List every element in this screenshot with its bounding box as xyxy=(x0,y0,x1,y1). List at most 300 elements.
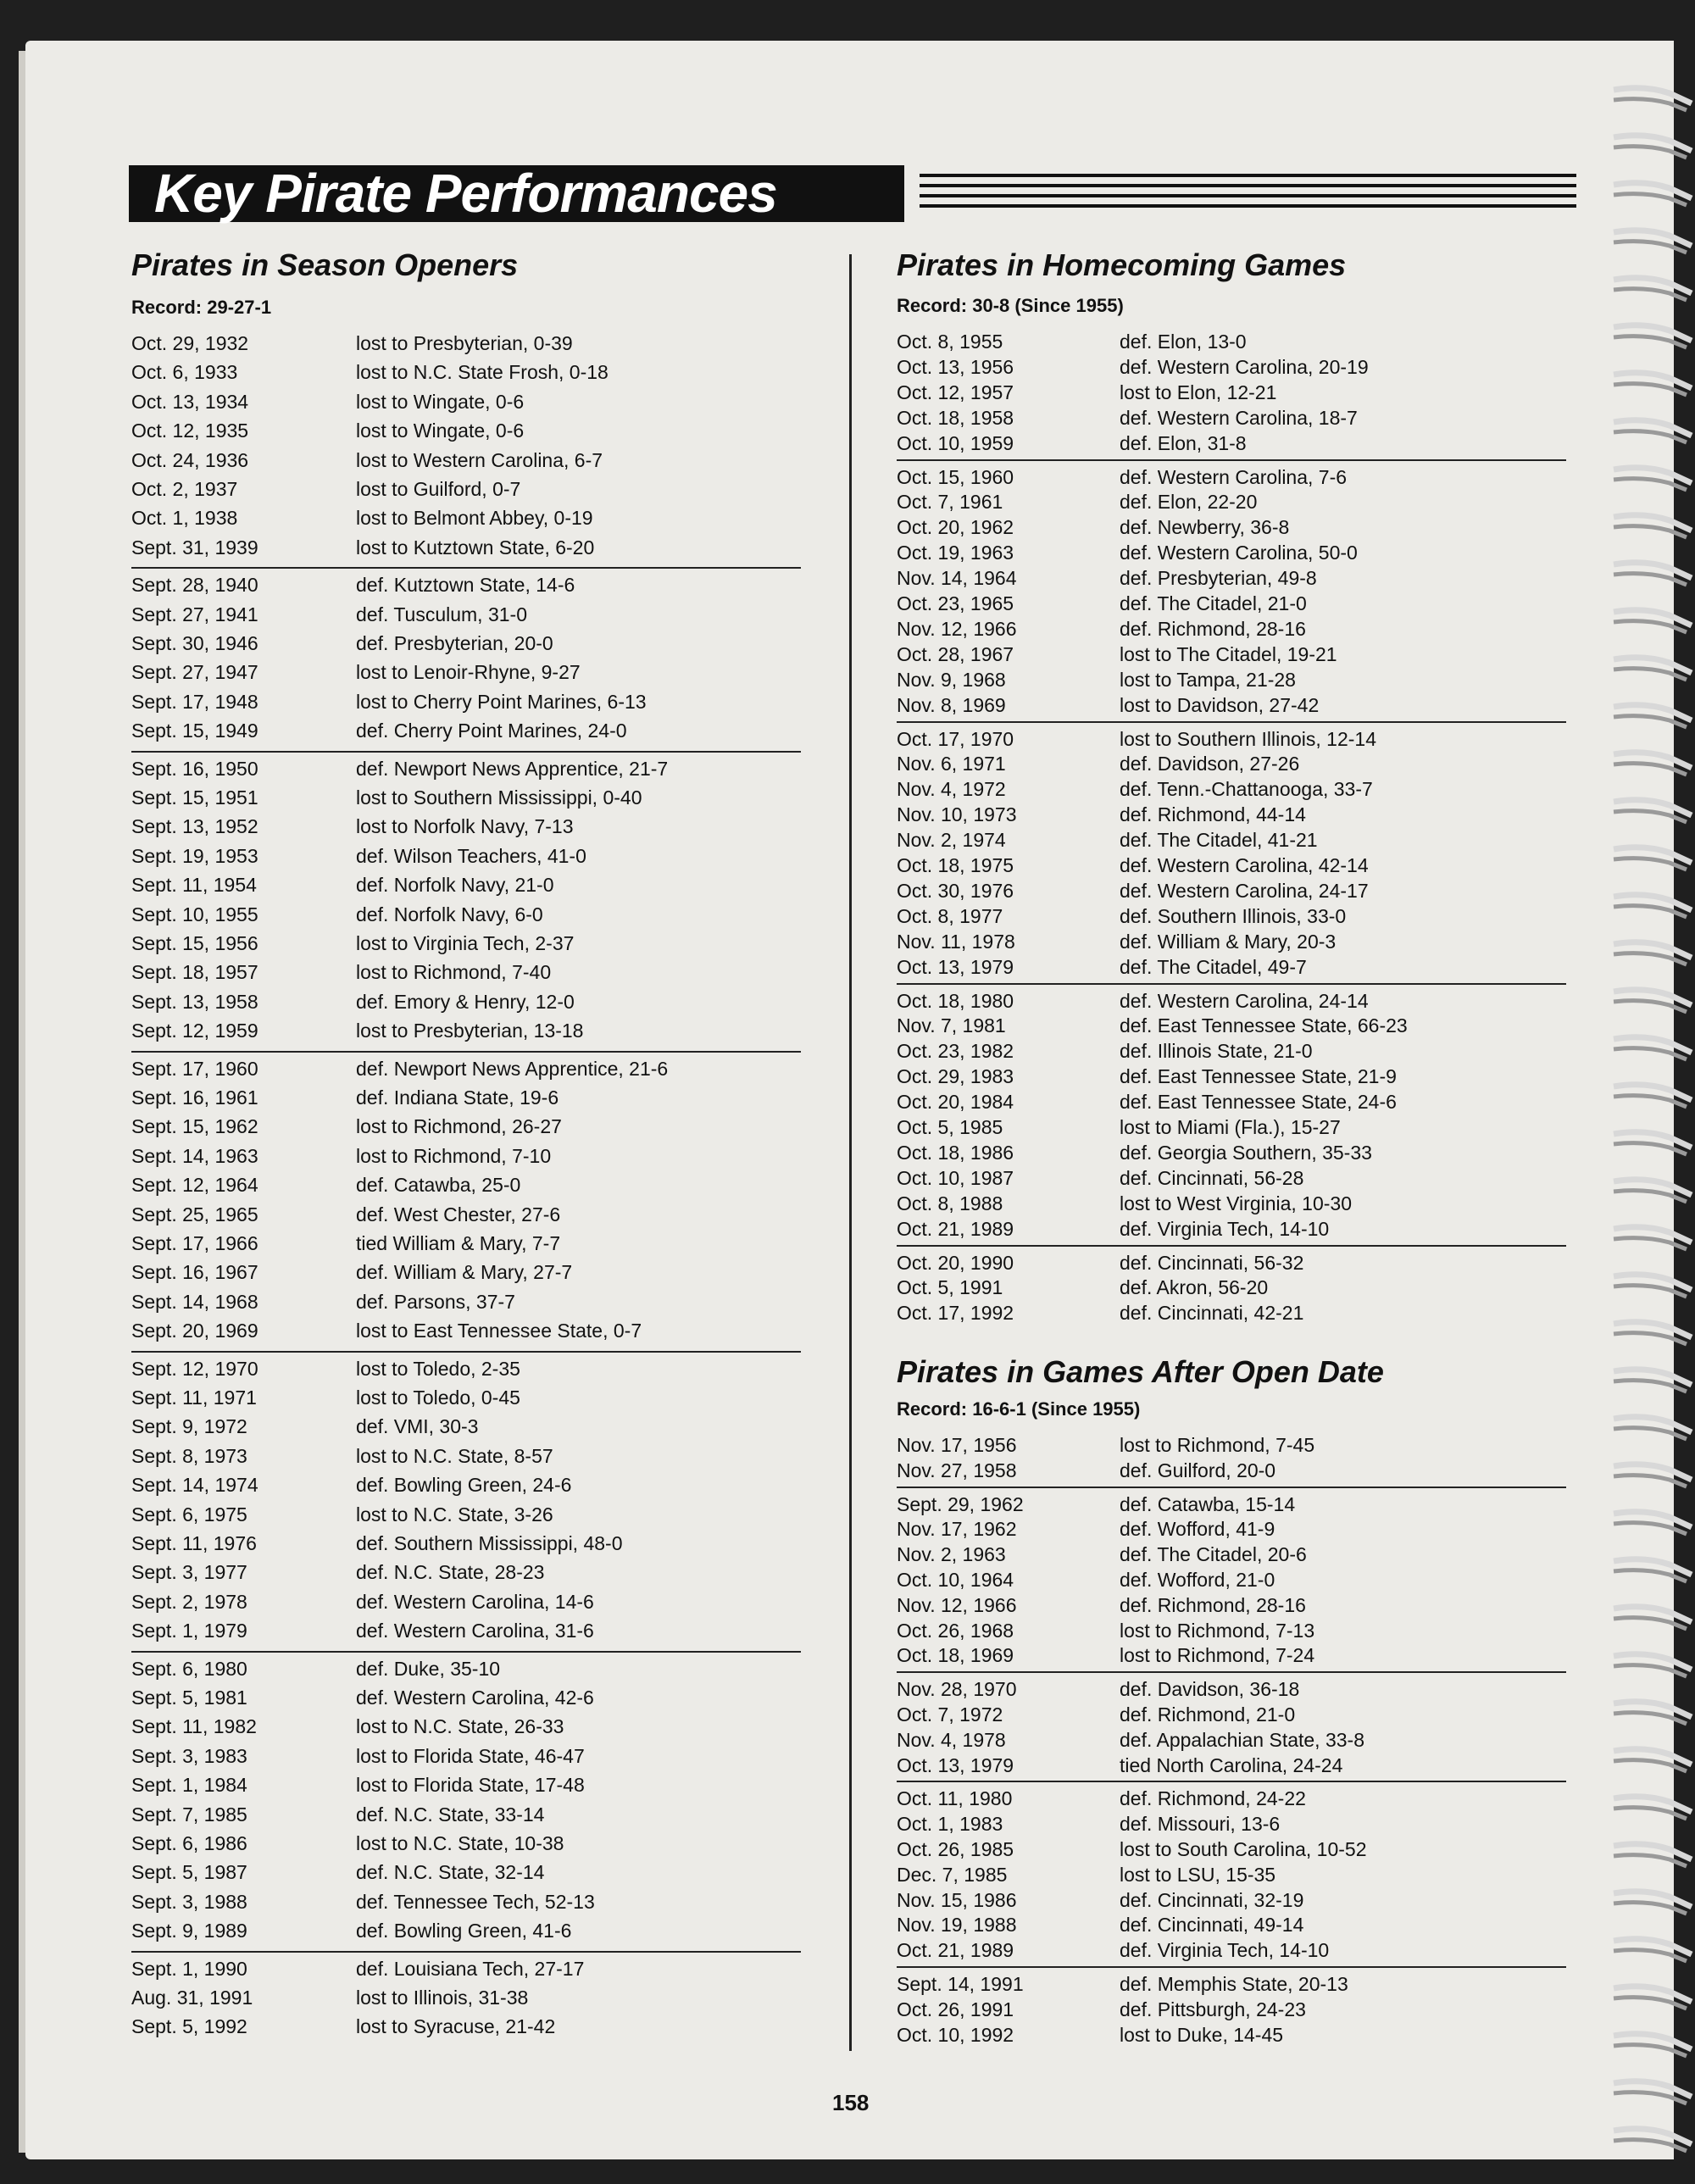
game-date: Sept. 15, 1951 xyxy=(131,786,258,809)
game-date: Sept. 12, 1964 xyxy=(131,1174,258,1197)
game-row xyxy=(897,1594,1566,1620)
game-date: Oct. 8, 1988 xyxy=(897,1192,1003,1214)
spiral-binding xyxy=(1610,51,1695,2144)
game-row xyxy=(897,829,1566,854)
game-date: Sept. 6, 1980 xyxy=(131,1657,247,1680)
game-result: lost to Kutztown State, 6-20 xyxy=(356,536,595,559)
game-result: def. Western Carolina, 42-6 xyxy=(356,1686,594,1709)
game-row xyxy=(897,618,1566,643)
game-date: Sept. 27, 1941 xyxy=(131,603,258,625)
game-date: Oct. 18, 1980 xyxy=(897,989,1014,1012)
homecoming-group xyxy=(897,331,1566,457)
game-result: lost to Belmont Abbey, 0-19 xyxy=(356,507,593,530)
game-row xyxy=(897,381,1566,407)
game-result: def. West Chester, 27-6 xyxy=(356,1203,561,1225)
game-result: lost to Richmond, 7-24 xyxy=(1120,1644,1315,1667)
binding-ring xyxy=(1610,1651,1695,1680)
game-result: def. East Tennessee State, 21-9 xyxy=(1120,1065,1397,1088)
game-row xyxy=(131,903,801,932)
game-date: Nov. 14, 1964 xyxy=(897,567,1017,590)
game-result: def. Elon, 13-0 xyxy=(1120,331,1247,353)
game-row xyxy=(131,1291,801,1320)
game-row xyxy=(897,990,1566,1015)
game-result: def. Presbyterian, 20-0 xyxy=(356,631,553,654)
game-result: def. Illinois State, 21-0 xyxy=(1120,1040,1313,1063)
game-date: Sept. 5, 1981 xyxy=(131,1686,247,1709)
game-row xyxy=(131,1261,801,1290)
game-date: Oct. 12, 1957 xyxy=(897,381,1014,403)
game-row xyxy=(897,643,1566,669)
game-row xyxy=(897,905,1566,931)
game-result: def. Cincinnati, 56-32 xyxy=(1120,1251,1304,1274)
game-date: Sept. 16, 1967 xyxy=(131,1261,258,1284)
game-result: def. Richmond, 28-16 xyxy=(1120,617,1306,640)
game-result: def. Newport News Apprentice, 21-6 xyxy=(356,1057,669,1080)
game-date: Aug. 31, 1991 xyxy=(131,1986,253,2009)
game-result: def. Western Carolina, 42-14 xyxy=(1120,853,1369,876)
game-result: lost to Virginia Tech, 2-37 xyxy=(356,931,575,954)
game-row xyxy=(897,432,1566,458)
binding-ring xyxy=(1610,1176,1695,1205)
game-row xyxy=(131,1058,801,1086)
game-result: def. N.C. State, 32-14 xyxy=(356,1861,545,1884)
game-date: Oct. 20, 1962 xyxy=(897,516,1014,539)
binding-ring xyxy=(1610,464,1695,493)
homecoming-group xyxy=(897,1252,1566,1328)
game-result: lost to Guilford, 0-7 xyxy=(356,477,521,500)
game-date: Nov. 2, 1974 xyxy=(897,829,1006,852)
game-row xyxy=(897,1813,1566,1838)
game-result: def. The Citadel, 41-21 xyxy=(1120,829,1318,852)
decade-rule xyxy=(131,1651,801,1653)
game-date: Nov. 28, 1970 xyxy=(897,1678,1017,1701)
game-row xyxy=(897,466,1566,492)
game-result: def. Western Carolina, 24-14 xyxy=(1120,989,1369,1012)
game-row xyxy=(897,956,1566,981)
binding-ring xyxy=(1610,1034,1695,1063)
binding-ring xyxy=(1610,749,1695,778)
binding-ring xyxy=(1610,1603,1695,1632)
game-result: def. Elon, 22-20 xyxy=(1120,491,1258,514)
game-result: lost to Richmond, 7-45 xyxy=(1120,1434,1315,1456)
game-result: def. Tennessee Tech, 52-13 xyxy=(356,1890,595,1913)
season-openers-group xyxy=(131,1058,801,1349)
game-date: Sept. 11, 1982 xyxy=(131,1715,257,1738)
game-result: lost to N.C. State Frosh, 0-18 xyxy=(356,361,609,384)
binding-ring xyxy=(1610,654,1695,683)
game-date: Sept. 14, 1963 xyxy=(131,1144,258,1167)
game-row xyxy=(897,1754,1566,1780)
game-result: def. Norfolk Navy, 6-0 xyxy=(356,903,543,925)
game-row xyxy=(131,1145,801,1174)
game-date: Nov. 12, 1966 xyxy=(897,617,1017,640)
binding-ring xyxy=(1610,1414,1695,1442)
game-result: lost to Toledo, 0-45 xyxy=(356,1386,520,1409)
game-result: def. Western Carolina, 24-17 xyxy=(1120,879,1369,902)
game-date: Sept. 2, 1978 xyxy=(131,1590,247,1613)
game-date: Sept. 1, 1979 xyxy=(131,1620,247,1642)
game-row xyxy=(131,1320,801,1348)
game-date: Sept. 12, 1959 xyxy=(131,1020,258,1042)
game-row xyxy=(131,1803,801,1832)
game-row xyxy=(897,931,1566,956)
game-row xyxy=(897,407,1566,432)
game-result: def. Akron, 56-20 xyxy=(1120,1276,1269,1299)
game-date: Sept. 5, 1987 xyxy=(131,1861,247,1884)
open-date-title: Pirates in Games After Open Date xyxy=(897,1354,1384,1389)
page-number: 158 xyxy=(832,2090,870,2115)
game-date: Oct. 10, 1992 xyxy=(897,2023,1014,2046)
game-row xyxy=(897,1644,1566,1670)
binding-ring xyxy=(1610,227,1695,256)
game-date: Nov. 6, 1971 xyxy=(897,753,1006,775)
game-row xyxy=(897,669,1566,694)
game-row xyxy=(897,753,1566,778)
binding-ring xyxy=(1610,1224,1695,1253)
game-row xyxy=(897,1889,1566,1914)
binding-ring xyxy=(1610,1366,1695,1395)
game-date: Sept. 8, 1973 xyxy=(131,1444,247,1467)
game-result: def. Elon, 31-8 xyxy=(1120,431,1247,454)
game-result: lost to Wingate, 0-6 xyxy=(356,420,525,442)
game-date: Sept. 3, 1977 xyxy=(131,1561,247,1584)
game-result: def. N.C. State, 33-14 xyxy=(356,1803,545,1826)
game-date: Oct. 11, 1980 xyxy=(897,1787,1013,1810)
game-result: lost to Presbyterian, 0-39 xyxy=(356,332,573,354)
game-result: def. VMI, 30-3 xyxy=(356,1415,479,1438)
game-date: Nov. 17, 1962 xyxy=(897,1518,1017,1541)
game-result: lost to Florida State, 17-48 xyxy=(356,1774,585,1797)
game-result: def. Wilson Teachers, 41-0 xyxy=(356,844,586,867)
game-row xyxy=(897,1302,1566,1327)
game-row xyxy=(131,1745,801,1774)
game-result: def. Louisiana Tech, 27-17 xyxy=(356,1957,585,1980)
binding-ring xyxy=(1610,1271,1695,1300)
game-result: def. Bowling Green, 41-6 xyxy=(356,1920,572,1942)
game-date: Sept. 27, 1947 xyxy=(131,661,258,684)
decade-rule xyxy=(897,1781,1566,1782)
game-date: Sept. 14, 1974 xyxy=(131,1474,258,1497)
game-result: def. Richmond, 21-0 xyxy=(1120,1703,1296,1726)
season-openers-group xyxy=(131,332,801,565)
game-row xyxy=(131,786,801,815)
game-result: def. William & Mary, 27-7 xyxy=(356,1261,573,1284)
game-row xyxy=(897,1014,1566,1040)
game-row xyxy=(897,592,1566,618)
game-row xyxy=(131,1715,801,1744)
game-row xyxy=(131,1203,801,1232)
game-result: def. The Citadel, 20-6 xyxy=(1120,1543,1307,1566)
decade-rule xyxy=(897,721,1566,723)
game-result: def. Georgia Southern, 35-33 xyxy=(1120,1141,1372,1164)
binding-ring xyxy=(1610,132,1695,161)
open-date-group xyxy=(897,1434,1566,1485)
game-row xyxy=(897,1973,1566,1998)
binding-ring xyxy=(1610,607,1695,636)
game-result: lost to The Citadel, 19-21 xyxy=(1120,642,1337,665)
binding-ring xyxy=(1610,1746,1695,1775)
homecoming-group xyxy=(897,728,1566,981)
game-row xyxy=(131,574,801,603)
game-date: Sept. 11, 1954 xyxy=(131,874,257,897)
game-result: lost to Southern Illinois, 12-14 xyxy=(1120,727,1377,750)
game-date: Oct. 10, 1964 xyxy=(897,1568,1014,1591)
game-row xyxy=(131,1020,801,1048)
game-row xyxy=(131,1415,801,1444)
game-row xyxy=(131,1687,801,1715)
game-row xyxy=(131,1861,801,1890)
binding-ring xyxy=(1610,512,1695,541)
game-row xyxy=(131,1232,801,1261)
game-row xyxy=(131,1086,801,1115)
game-row xyxy=(131,332,801,361)
open-date-record: Record: 16-6-1 (Since 1955) xyxy=(897,1398,1141,1420)
game-result: def. Presbyterian, 49-8 xyxy=(1120,567,1317,590)
game-date: Sept. 16, 1950 xyxy=(131,757,258,780)
game-date: Oct. 1, 1983 xyxy=(897,1813,1003,1836)
game-result: def. Newberry, 36-8 xyxy=(1120,516,1290,539)
binding-ring xyxy=(1610,939,1695,968)
binding-ring xyxy=(1610,2031,1695,2059)
homecoming-group xyxy=(897,466,1566,720)
decade-rule xyxy=(897,1966,1566,1968)
game-date: Sept. 10, 1955 xyxy=(131,903,258,925)
game-date: Nov. 2, 1963 xyxy=(897,1543,1006,1566)
game-result: def. Pittsburgh, 24-23 xyxy=(1120,1998,1306,2020)
binding-ring xyxy=(1610,844,1695,873)
game-result: lost to Tampa, 21-28 xyxy=(1120,668,1296,691)
game-date: Sept. 7, 1985 xyxy=(131,1803,247,1826)
game-date: Sept. 28, 1940 xyxy=(131,574,258,597)
game-result: def. Davidson, 36-18 xyxy=(1120,1678,1300,1701)
game-date: Nov. 9, 1968 xyxy=(897,668,1006,691)
game-row xyxy=(131,758,801,786)
game-result: def. Southern Illinois, 33-0 xyxy=(1120,904,1347,927)
game-date: Nov. 19, 1988 xyxy=(897,1914,1017,1937)
game-row xyxy=(131,661,801,690)
binding-ring xyxy=(1610,85,1695,114)
binding-ring xyxy=(1610,2078,1695,2107)
game-date: Nov. 27, 1958 xyxy=(897,1459,1017,1481)
game-row xyxy=(131,1891,801,1920)
season-openers-group xyxy=(131,1358,801,1649)
game-row xyxy=(897,1543,1566,1569)
game-row xyxy=(897,854,1566,880)
game-result: lost to N.C. State, 10-38 xyxy=(356,1831,564,1854)
game-result: def. Southern Mississippi, 48-0 xyxy=(356,1531,623,1554)
game-row xyxy=(897,1459,1566,1485)
game-row xyxy=(131,1620,801,1648)
game-row xyxy=(897,1218,1566,1243)
binding-ring xyxy=(1610,322,1695,351)
game-result: lost to Illinois, 31-38 xyxy=(356,1986,529,2009)
game-result: def. Guilford, 20-0 xyxy=(1120,1459,1276,1481)
game-row xyxy=(131,1115,801,1144)
game-date: Oct. 2, 1937 xyxy=(131,477,238,500)
game-row xyxy=(131,1474,801,1503)
game-date: Oct. 20, 1990 xyxy=(897,1251,1014,1274)
game-date: Sept. 31, 1939 xyxy=(131,536,258,559)
game-date: Sept. 29, 1962 xyxy=(897,1492,1024,1515)
game-date: Sept. 3, 1988 xyxy=(131,1890,247,1913)
binding-ring xyxy=(1610,1509,1695,1537)
game-date: Oct. 19, 1963 xyxy=(897,542,1014,564)
game-row xyxy=(897,1493,1566,1519)
game-date: Sept. 6, 1975 xyxy=(131,1503,247,1525)
game-result: def. Memphis State, 20-13 xyxy=(1120,1973,1348,1995)
game-date: Oct. 24, 1936 xyxy=(131,448,249,471)
game-result: def. Wofford, 41-9 xyxy=(1120,1518,1275,1541)
game-result: def. Tusculum, 31-0 xyxy=(356,603,527,625)
game-result: def. Appalachian State, 33-8 xyxy=(1120,1728,1364,1751)
game-result: def. Virginia Tech, 14-10 xyxy=(1120,1217,1330,1240)
game-row xyxy=(131,1387,801,1415)
game-row xyxy=(131,507,801,536)
game-result: tied North Carolina, 24-24 xyxy=(1120,1753,1343,1776)
binding-ring xyxy=(1610,1698,1695,1727)
game-result: def. Cincinnati, 49-14 xyxy=(1120,1914,1304,1937)
game-result: lost to Elon, 12-21 xyxy=(1120,381,1277,403)
game-result: def. Western Carolina, 31-6 xyxy=(356,1620,594,1642)
homecoming-record: Record: 30-8 (Since 1955) xyxy=(897,295,1124,316)
season-openers-group xyxy=(131,758,801,1049)
game-row xyxy=(897,542,1566,567)
game-result: def. Davidson, 27-26 xyxy=(1120,753,1300,775)
game-result: lost to Richmond, 26-27 xyxy=(356,1115,562,1138)
game-date: Oct. 8, 1955 xyxy=(897,331,1003,353)
decade-rule xyxy=(131,1051,801,1053)
game-date: Oct. 21, 1989 xyxy=(897,1939,1014,1962)
binding-ring xyxy=(1610,417,1695,446)
game-date: Sept. 30, 1946 xyxy=(131,631,258,654)
binding-ring xyxy=(1610,1081,1695,1110)
game-row xyxy=(897,516,1566,542)
game-result: lost to South Carolina, 10-52 xyxy=(1120,1837,1367,1860)
binding-ring xyxy=(1610,1841,1695,1870)
open-date-group xyxy=(897,1973,1566,2048)
game-date: Oct. 8, 1977 xyxy=(897,904,1003,927)
game-date: Nov. 7, 1981 xyxy=(897,1014,1006,1037)
game-result: def. Tenn.-Chattanooga, 33-7 xyxy=(1120,778,1373,801)
game-date: Sept. 1, 1990 xyxy=(131,1957,247,1980)
game-date: Oct. 26, 1985 xyxy=(897,1837,1014,1860)
game-row xyxy=(897,1252,1566,1277)
game-row xyxy=(897,1192,1566,1218)
game-date: Oct. 23, 1982 xyxy=(897,1040,1014,1063)
game-result: lost to Lenoir-Rhyne, 9-27 xyxy=(356,661,581,684)
game-row xyxy=(897,803,1566,829)
game-row xyxy=(897,1116,1566,1142)
game-result: def. Parsons, 37-7 xyxy=(356,1290,515,1313)
game-result: lost to Norfolk Navy, 7-13 xyxy=(356,815,574,838)
binding-ring xyxy=(1610,1556,1695,1585)
game-date: Oct. 30, 1976 xyxy=(897,879,1014,902)
binding-ring xyxy=(1610,1983,1695,2012)
game-date: Sept. 9, 1989 xyxy=(131,1920,247,1942)
game-result: lost to Cherry Point Marines, 6-13 xyxy=(356,690,647,713)
game-result: lost to Florida State, 46-47 xyxy=(356,1744,585,1767)
game-result: lost to Southern Mississippi, 0-40 xyxy=(356,786,642,809)
game-result: def. Cincinnati, 56-28 xyxy=(1120,1166,1304,1189)
game-row xyxy=(897,2024,1566,2049)
binding-ring xyxy=(1610,702,1695,731)
game-row xyxy=(131,691,801,720)
game-date: Nov. 11, 1978 xyxy=(897,930,1015,953)
season-openers-group xyxy=(131,1658,801,1949)
game-row xyxy=(131,449,801,478)
game-date: Oct. 5, 1985 xyxy=(897,1115,1003,1138)
game-date: Sept. 18, 1957 xyxy=(131,961,258,984)
season-openers-group xyxy=(131,574,801,748)
game-row xyxy=(897,1864,1566,1889)
game-result: def. Western Carolina, 7-6 xyxy=(1120,465,1348,488)
open-date-group xyxy=(897,1787,1566,1964)
game-row xyxy=(131,932,801,961)
game-row xyxy=(897,1167,1566,1192)
game-result: def. Duke, 35-10 xyxy=(356,1657,501,1680)
binding-ring xyxy=(1610,180,1695,208)
game-row xyxy=(131,815,801,844)
binding-ring xyxy=(1610,1319,1695,1348)
game-result: tied William & Mary, 7-7 xyxy=(356,1231,561,1254)
game-row xyxy=(131,1445,801,1474)
game-result: def. Western Carolina, 50-0 xyxy=(1120,542,1358,564)
game-date: Oct. 28, 1967 xyxy=(897,642,1014,665)
decade-rule xyxy=(897,1245,1566,1247)
game-row xyxy=(897,1729,1566,1754)
game-row xyxy=(131,478,801,507)
game-row xyxy=(897,1091,1566,1116)
game-date: Oct. 6, 1933 xyxy=(131,361,238,384)
game-row xyxy=(897,1787,1566,1813)
game-date: Oct. 17, 1992 xyxy=(897,1302,1014,1325)
game-date: Oct. 12, 1935 xyxy=(131,420,249,442)
game-result: lost to Western Carolina, 6-7 xyxy=(356,448,603,471)
game-date: Oct. 23, 1965 xyxy=(897,592,1014,614)
game-row xyxy=(131,874,801,903)
game-row xyxy=(131,536,801,565)
game-row xyxy=(131,720,801,748)
game-date: Oct. 18, 1958 xyxy=(897,406,1014,429)
game-date: Sept. 6, 1986 xyxy=(131,1831,247,1854)
game-date: Oct. 15, 1960 xyxy=(897,465,1014,488)
game-row xyxy=(897,1276,1566,1302)
game-result: def. Catawba, 25-0 xyxy=(356,1174,521,1197)
game-result: lost to N.C. State, 26-33 xyxy=(356,1715,564,1738)
decade-rule xyxy=(897,459,1566,461)
game-date: Oct. 1, 1938 xyxy=(131,507,238,530)
game-date: Sept. 16, 1961 xyxy=(131,1086,258,1109)
game-row xyxy=(131,1561,801,1590)
game-date: Oct. 13, 1979 xyxy=(897,1753,1014,1776)
decade-rule xyxy=(131,1351,801,1353)
game-row xyxy=(131,391,801,420)
game-result: lost to N.C. State, 3-26 xyxy=(356,1503,553,1525)
game-result: def. The Citadel, 21-0 xyxy=(1120,592,1307,614)
game-row xyxy=(897,694,1566,720)
game-result: def. Missouri, 13-6 xyxy=(1120,1813,1281,1836)
game-date: Sept. 25, 1965 xyxy=(131,1203,258,1225)
game-date: Sept. 12, 1970 xyxy=(131,1357,258,1380)
game-result: def. Indiana State, 19-6 xyxy=(356,1086,559,1109)
game-row xyxy=(131,1658,801,1687)
binding-ring xyxy=(1610,1888,1695,1917)
page-title: Key Pirate Performances xyxy=(129,165,904,222)
game-result: lost to Richmond, 7-13 xyxy=(1120,1619,1315,1642)
game-row xyxy=(897,1838,1566,1864)
game-row xyxy=(131,1503,801,1532)
game-row xyxy=(131,1832,801,1861)
